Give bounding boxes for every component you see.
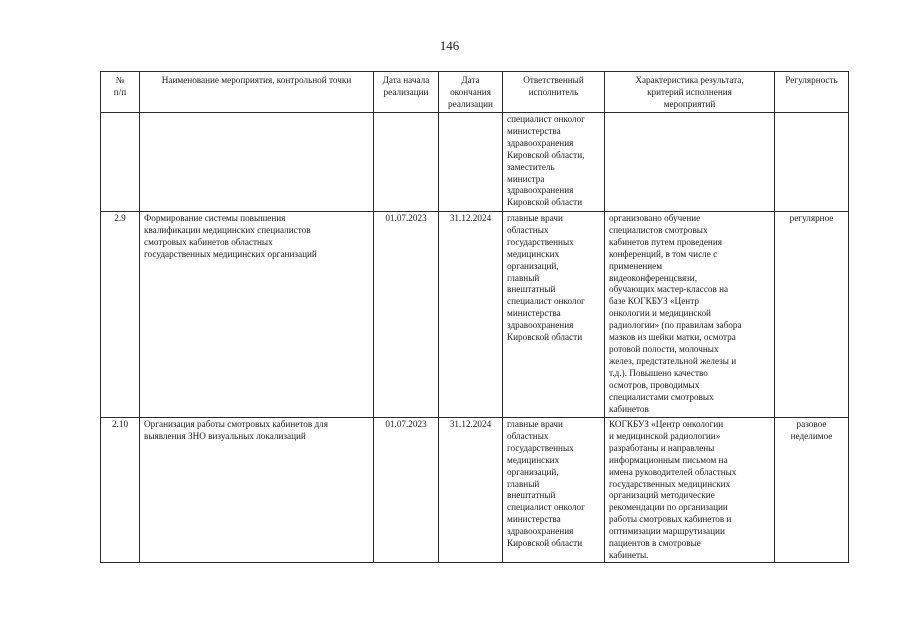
column-header-num: [101, 72, 140, 113]
cell-text-line: смотровых кабинетов областных: [144, 236, 273, 247]
column-header-line: исполнитель: [528, 86, 579, 97]
table-row: [101, 418, 849, 563]
cell-text-line: специалистов смотровых: [609, 224, 708, 235]
cell-text-line: Организация работы смотровых кабинетов для: [144, 419, 328, 429]
cell-resp: [503, 113, 605, 212]
cell-text-line: осмотров, проводимых: [609, 379, 700, 390]
cell-text-line: обучающих мастер-классов на: [609, 284, 729, 295]
cell-end: [439, 113, 503, 212]
cell-text-line: специалист онколог: [507, 502, 585, 513]
column-header-end: [439, 72, 503, 113]
cell-result: [605, 113, 775, 212]
cell-text-line: областных: [507, 430, 549, 441]
cell-text-line: и медицинской радиологии»: [609, 430, 721, 441]
cell-text-line: главные врачи: [507, 213, 563, 223]
cell-text-line: Кировской области: [507, 538, 583, 549]
cell-text-line: базе КОГКБУЗ «Центр: [609, 296, 699, 307]
cell-text-line: кабинеты.: [609, 549, 649, 560]
column-header-line: критерий исполнения: [647, 86, 732, 97]
table-header-row: [101, 72, 849, 113]
cell-text-line: оптимизации маршрутизации: [609, 526, 725, 537]
cell-text-line: видеоконференцсвязи,: [609, 272, 698, 283]
column-header-line: Наименование мероприятия, контрольной точки: [161, 75, 352, 85]
cell-reg: [775, 212, 849, 418]
cell-name: [140, 113, 374, 212]
cell-text-line: Формирование системы повышения: [144, 213, 286, 223]
cell-text-line: организовано обучение: [609, 213, 701, 223]
cell-text-line: онкологии и медицинской: [609, 308, 711, 319]
column-header-line: реализации: [383, 86, 429, 97]
column-header-line: Регулярность: [785, 75, 838, 85]
activities-table: [100, 71, 849, 563]
column-header-start: [374, 72, 439, 113]
cell-text-line: разовое: [796, 419, 827, 429]
cell-name: [140, 212, 374, 418]
cell-text-line: специалист онколог: [507, 296, 585, 307]
cell-text-line: внештатный: [507, 284, 556, 295]
cell-text-line: регулярное: [789, 213, 834, 223]
cell-text-line: министерства: [507, 125, 561, 136]
cell-text-line: организаций,: [507, 466, 559, 477]
cell-text-line: ротовой полости, молочных: [609, 343, 719, 354]
column-header-resp: [503, 72, 605, 113]
cell-start: [374, 113, 439, 212]
cell-text-line: государственных: [507, 442, 574, 453]
cell-num: [101, 113, 140, 212]
cell-text-line: здравоохранения: [507, 320, 574, 331]
cell-text-line: областных: [507, 224, 549, 235]
column-header-reg: [775, 72, 849, 113]
cell-text-line: специалистами смотровых: [609, 391, 714, 402]
cell-result: [605, 418, 775, 563]
cell-start: 01.07.2023: [374, 418, 439, 563]
cell-text-line: т.д.). Повышено качество: [609, 367, 708, 378]
cell-text-line: кабинетов путем проведения: [609, 236, 722, 247]
cell-text-line: министерства: [507, 514, 561, 525]
cell-text-line: Кировской области: [507, 197, 583, 208]
cell-text-line: кабинетов: [609, 403, 649, 414]
cell-text-line: организаций,: [507, 260, 559, 271]
cell-text-line: государственных медицинских организаций: [144, 248, 317, 259]
cell-text-line: главные врачи: [507, 419, 563, 429]
cell-text-line: пациентов в смотровые: [609, 538, 701, 549]
cell-text-line: желез, предстательной железы и: [609, 355, 737, 366]
cell-text-line: имена руководителей областных: [609, 466, 737, 477]
column-header-line: п/п: [113, 86, 127, 97]
column-header-line: Характеристика результата,: [635, 75, 744, 85]
column-header-line: реализации: [448, 98, 493, 109]
cell-result: [605, 212, 775, 418]
cell-text-line: неделимое: [790, 430, 833, 441]
cell-text-line: государственных медицинских: [609, 478, 731, 489]
cell-start: 01.07.2023: [374, 212, 439, 418]
page-number: 146: [439, 38, 460, 53]
table-row: [101, 212, 849, 418]
column-header-line: №: [115, 75, 125, 85]
cell-text-line: заместитель: [507, 161, 555, 172]
cell-text-line: радиологии» (по правилам забора: [609, 320, 742, 331]
column-header-line: Ответственный: [523, 75, 584, 85]
cell-text-line: конференций, в том числе с: [609, 248, 718, 259]
cell-num: 2.9: [101, 212, 140, 418]
cell-end: 31.12.2024: [439, 212, 503, 418]
column-header-line: Дата начала: [382, 75, 430, 85]
cell-text-line: внештатный: [507, 490, 556, 501]
cell-resp: [503, 418, 605, 563]
cell-text-line: министра: [507, 173, 545, 184]
cell-text-line: здравоохранения: [507, 137, 574, 148]
cell-text-line: министерства: [507, 308, 561, 319]
cell-text-line: выявления ЗНО визуальных локализаций: [144, 430, 306, 441]
cell-text-line: организаций методические: [609, 490, 715, 501]
cell-resp: [503, 212, 605, 418]
cell-text-line: медицинских: [507, 248, 560, 259]
cell-reg: [775, 418, 849, 563]
cell-text-line: рекомендации по организации: [609, 502, 728, 513]
cell-text-line: государственных: [507, 236, 574, 247]
cell-text-line: разработаны и направлены: [609, 442, 715, 453]
cell-text-line: Кировской области: [507, 332, 583, 343]
cell-text-line: здравоохранения: [507, 526, 574, 537]
cell-num: 2.10: [101, 418, 140, 563]
cell-end: 31.12.2024: [439, 418, 503, 563]
cell-text-line: медицинских: [507, 454, 560, 465]
cell-text-line: квалификации медицинских специалистов: [144, 224, 311, 235]
cell-text-line: Кировской области,: [507, 149, 585, 160]
cell-text-line: здравоохранения: [507, 185, 574, 196]
column-header-line: окончания: [450, 86, 491, 97]
cell-name: [140, 418, 374, 563]
cell-text-line: мазков из шейки матки, осмотра: [609, 332, 736, 343]
cell-text-line: работы смотровых кабинетов и: [609, 514, 732, 525]
cell-text-line: главный: [507, 272, 540, 283]
cell-text-line: КОГКБУЗ «Центр онкологии: [609, 419, 724, 429]
column-header-line: Дата: [461, 75, 480, 85]
cell-text-line: главный: [507, 478, 540, 489]
cell-text-line: применением: [609, 260, 663, 271]
table-row: [101, 113, 849, 212]
cell-text-line: информационным письмом на: [609, 454, 728, 465]
column-header-result: [605, 72, 775, 113]
column-header-name: [140, 72, 374, 113]
column-header-line: мероприятий: [663, 98, 716, 109]
cell-reg: [775, 113, 849, 212]
cell-text-line: специалист онколог: [507, 114, 585, 124]
